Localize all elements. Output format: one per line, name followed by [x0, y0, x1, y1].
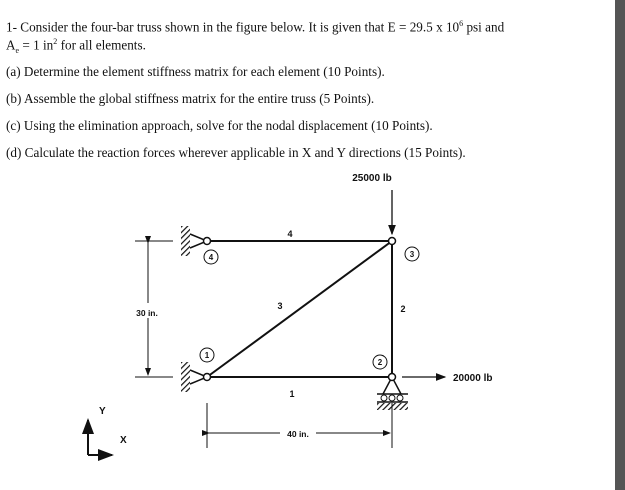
height-dimension-label: 30 in.: [136, 308, 158, 318]
part-b: (b) Assemble the global stiffness matrix for the entire truss (5 Points).: [6, 91, 375, 106]
wall-support-1: [181, 362, 190, 392]
node-3-label: 3: [409, 250, 415, 259]
subscript: e: [15, 46, 20, 56]
node-1-label: 1: [204, 351, 210, 360]
horizontal-load-label: 20000 lb: [453, 373, 493, 384]
superscript: 6: [459, 19, 464, 28]
wall-support-4: [181, 226, 190, 256]
y-axis-label: Y: [99, 406, 106, 417]
coordinate-axes: [88, 420, 112, 455]
superscript: 2: [53, 37, 58, 46]
vertical-load-label: 25000 lb: [352, 173, 392, 184]
text: 1- Consider the four-bar truss shown in the figure below. It is given that E = 29.5 x 10: [6, 19, 460, 35]
element-1-label: 1: [289, 389, 295, 399]
width-dimension-label: 40 in.: [287, 429, 309, 439]
element-4-label: 4: [287, 229, 293, 239]
text: for all elements.: [57, 37, 146, 53]
element-3: [204, 241, 392, 377]
text: psi and: [463, 19, 505, 35]
part-d: (d) Calculate the reaction forces wherever applicable in X and Y directions (15 Points).: [6, 145, 466, 160]
element-2-label: 2: [400, 304, 406, 314]
part-c: (c) Using the elimination approach, solve for the nodal displacement (10 Points).: [6, 118, 433, 133]
node-4-label: 4: [208, 253, 214, 262]
text: = 1 in: [19, 37, 54, 53]
part-a: (a) Determine the element stiffness matrix for each element (10 Points).: [6, 64, 385, 79]
element-3-label: 3: [277, 301, 283, 311]
text: A: [6, 37, 16, 53]
node-2-label: 2: [377, 358, 383, 367]
scrollbar-edge: [615, 0, 625, 490]
x-axis-label: X: [120, 435, 127, 446]
